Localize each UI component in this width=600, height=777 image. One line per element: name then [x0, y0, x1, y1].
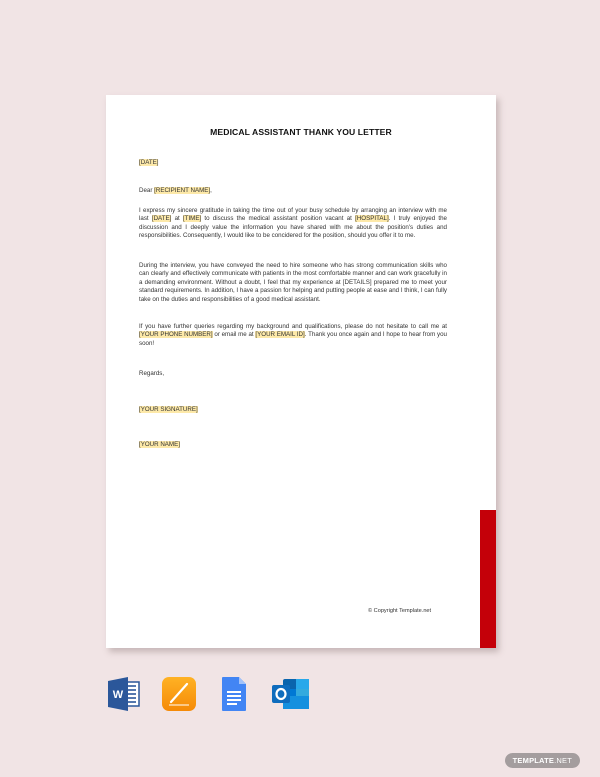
brand-light: .NET [554, 756, 572, 765]
paragraph-contact [139, 323, 447, 348]
p1-text-1: I express my sincere gratitude in taking the time out of your busy schedule by arranging an interview with me last [139, 207, 447, 223]
salutation-suffix: , [210, 187, 212, 194]
p1-text-2: at [171, 215, 183, 223]
date-line [139, 159, 447, 167]
compatible-apps [106, 676, 307, 712]
brand-bold: TEMPLATE [512, 756, 555, 765]
salutation-prefix: Dear [139, 187, 155, 194]
closing: Regards, [139, 370, 165, 377]
p1-text-3: to discuss the medical assistant position vacant at [201, 215, 356, 223]
salutation [139, 187, 447, 195]
paragraph-gratitude [139, 207, 447, 241]
p1-text-4: . I truly enjoyed the discussion and I deeply value the information you have shared with me about the position's duties and responsibilities. Consequently, I would like to be concidered for the position, should you offer it to me. [139, 215, 447, 240]
time-placeholder: [TIME] [182, 215, 202, 223]
document-page [106, 95, 496, 648]
signature-line [139, 406, 447, 414]
paragraph-interview: During the interview, you have conveyed the need to hire someone who has strong communication skills who can clearly and effectively communicate with patients in the most comfortable manner and can work gracefully in a demanding environment. Without a doubt, I feel that my experience at [DETAILS] prepared me to meet your standard requirements. In addition, I have a passion for helping and putting people at ease and I think, I can fully take on the duties and responsibilities of a good medical assistant. [139, 262, 447, 303]
p3-text-3: . Thank you once again and I hope to hear from you soon! [139, 331, 448, 347]
word-icon[interactable] [106, 676, 142, 712]
phone-placeholder: [YOUR PHONE NUMBER] [139, 331, 213, 339]
svg-text:W: W [112, 689, 124, 701]
p3-text-1: If you have further queries regarding my background and qualifications, please do not hesitate to call me at [139, 323, 447, 330]
name-placeholder: [YOUR NAME] [139, 441, 180, 448]
interview-date-placeholder: [DATE] [151, 215, 172, 223]
accent-bar [480, 510, 496, 648]
email-placeholder: [YOUR EMAIL ID] [255, 331, 305, 339]
signature-placeholder: [YOUR SIGNATURE] [139, 406, 198, 413]
p3-text-2: or email me at [212, 331, 256, 339]
recipient-placeholder: [RECIPIENT NAME] [154, 187, 211, 194]
date-placeholder: [DATE] [139, 159, 159, 166]
google-docs-icon[interactable] [216, 676, 252, 712]
document-title: MEDICAL ASSISTANT THANK YOU LETTER [210, 127, 392, 137]
copyright-text: © Copyright Template.net [368, 608, 432, 614]
outlook-icon[interactable] [271, 676, 307, 712]
template-net-badge[interactable] [505, 753, 580, 768]
hospital-placeholder: [HOSPITAL] [355, 215, 389, 223]
name-line [139, 441, 447, 449]
pages-icon[interactable] [161, 676, 197, 712]
